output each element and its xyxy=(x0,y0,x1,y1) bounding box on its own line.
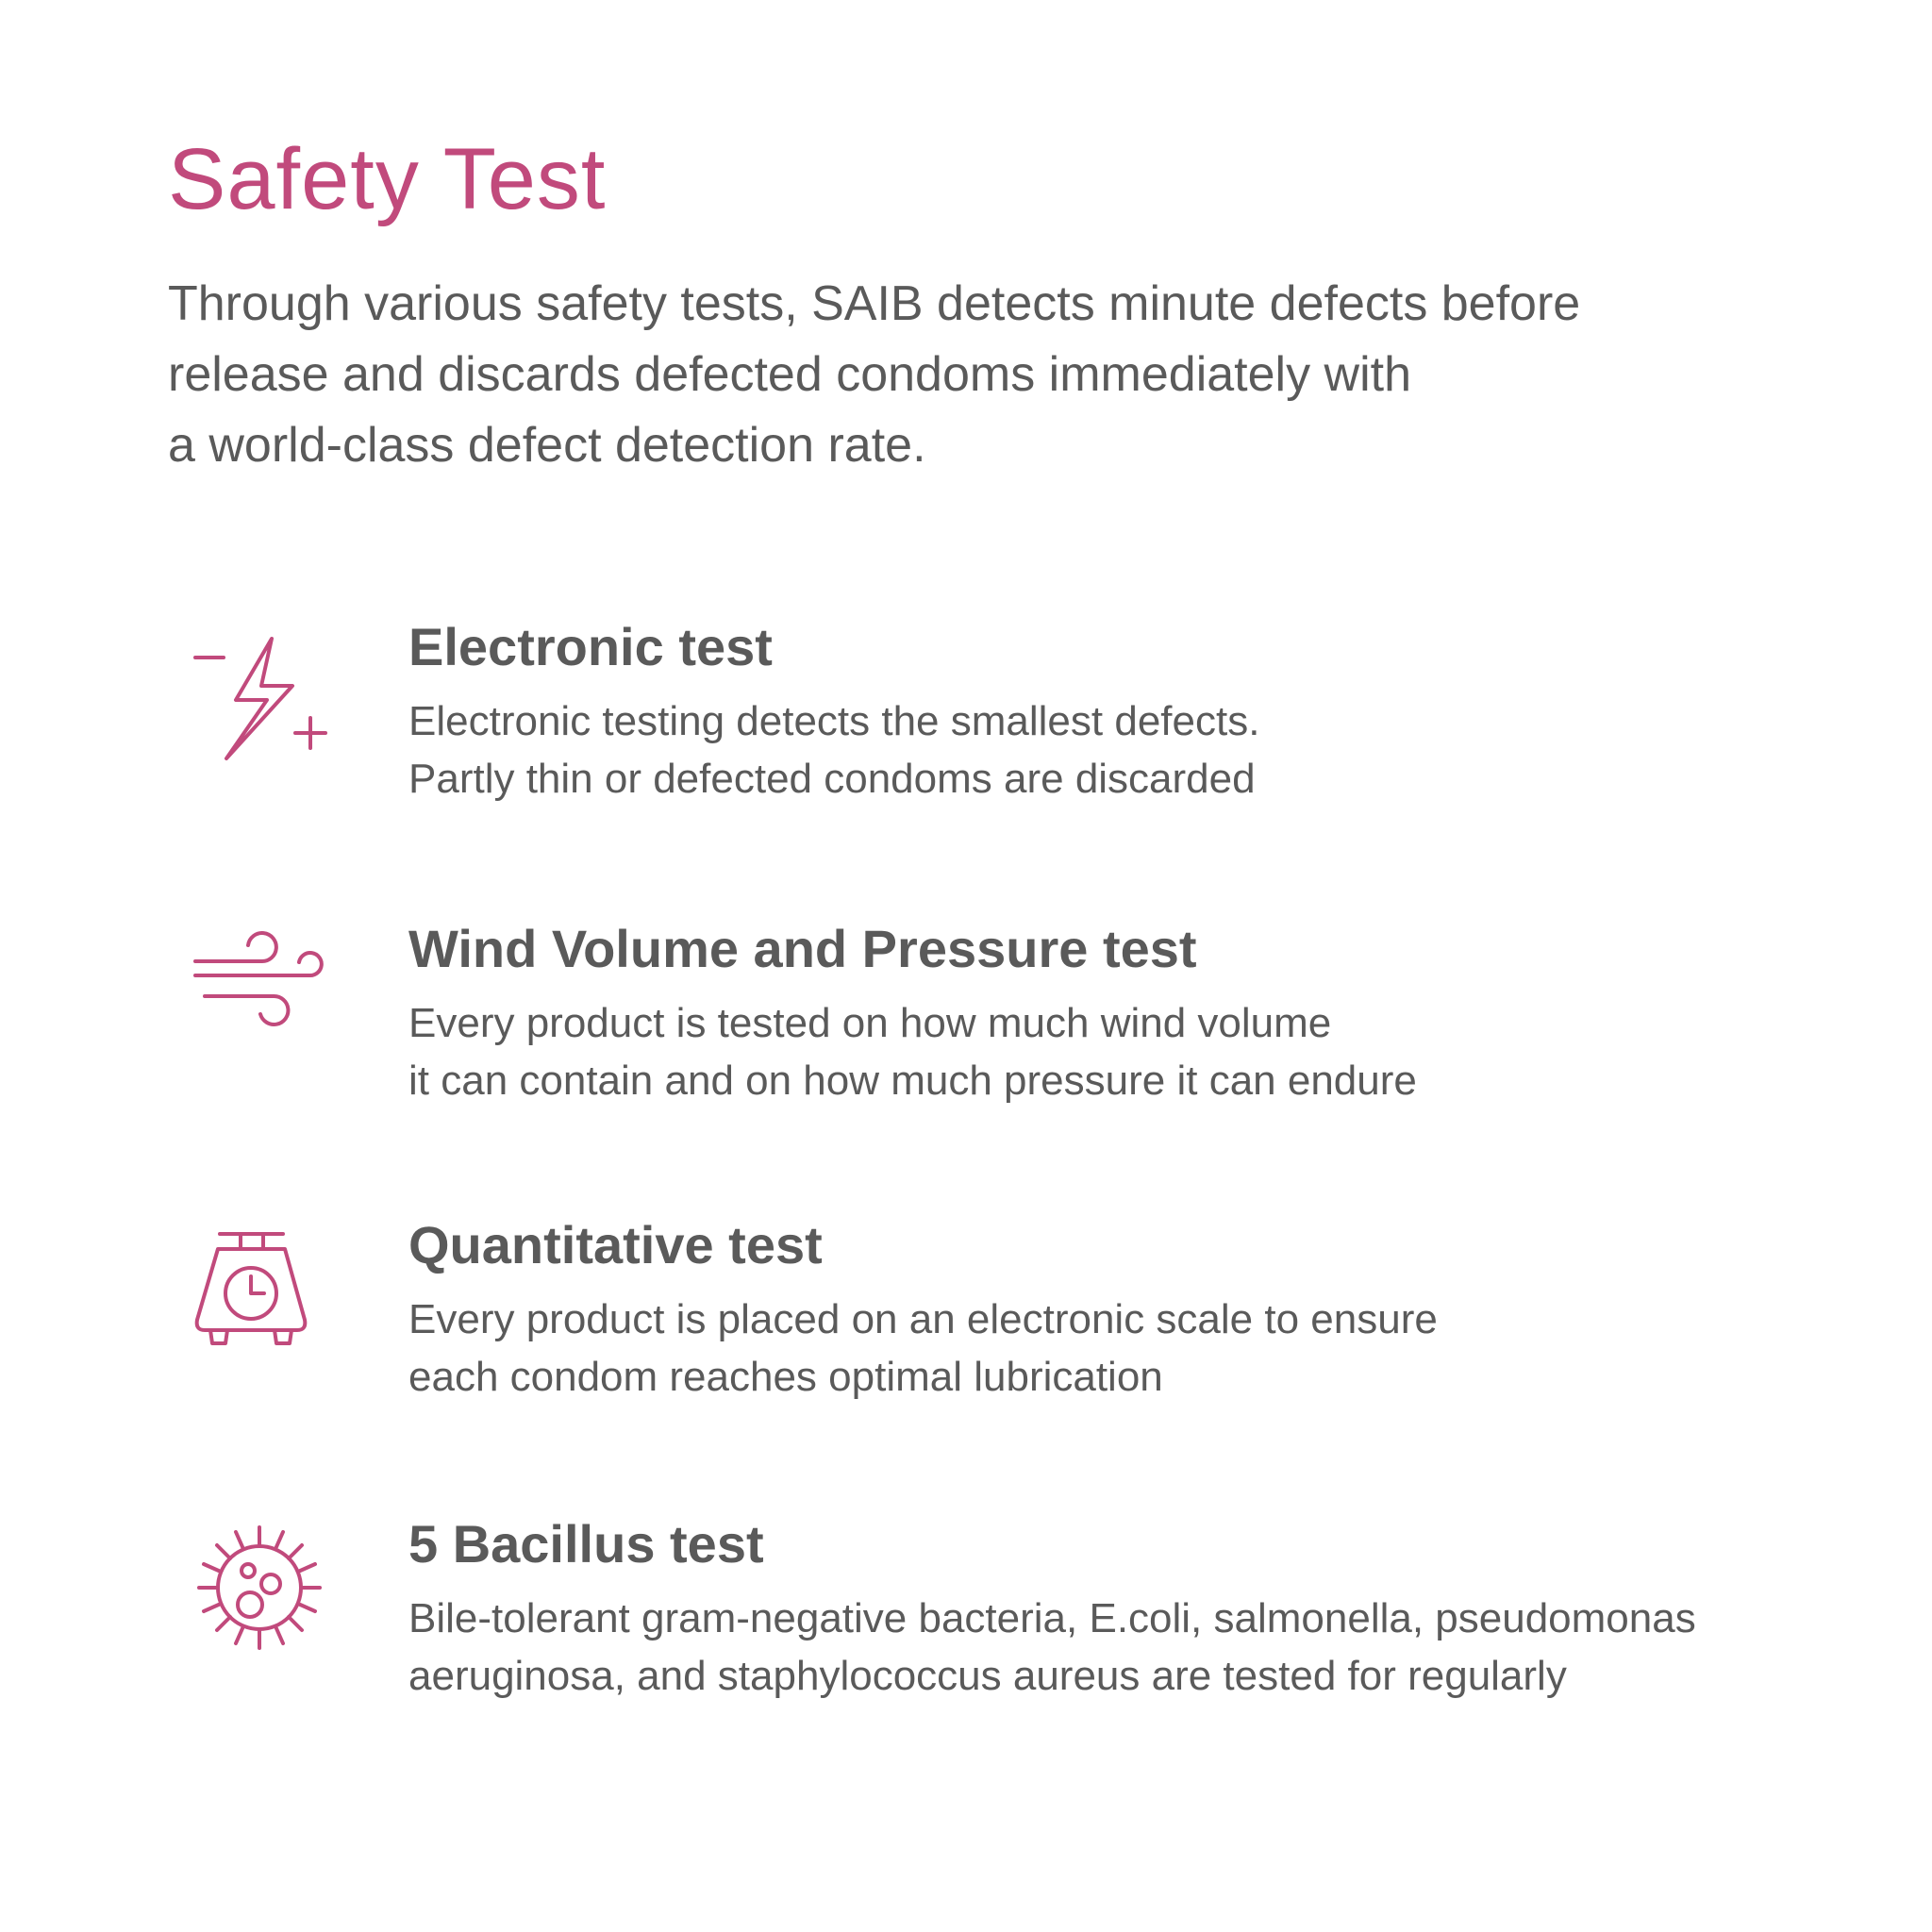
item-description-line: aeruginosa, and staphylococcus aureus are tested for regularly xyxy=(408,1653,1567,1699)
item-title: 5 Bacillus test xyxy=(408,1514,764,1574)
bacteria-icon xyxy=(184,1512,335,1663)
lightning-icon xyxy=(184,615,335,766)
test-item-quantitative xyxy=(0,1213,1932,1440)
item-title: Wind Volume and Pressure test xyxy=(408,919,1197,978)
item-description xyxy=(408,692,1259,808)
scale-icon xyxy=(184,1213,335,1364)
test-item-bacillus xyxy=(0,1512,1932,1739)
item-description-line: each condom reaches optimal lubrication xyxy=(408,1354,1163,1400)
item-description-line: Every product is placed on an electronic scale to ensure xyxy=(408,1296,1438,1342)
test-item-electronic xyxy=(0,615,1932,841)
wind-icon xyxy=(184,917,335,1068)
page-title: Safety Test xyxy=(168,131,607,227)
item-description-line: Electronic testing detects the smallest defects. xyxy=(408,698,1260,744)
intro-line: Through various safety tests, SAIB detects minute defects before xyxy=(168,276,1581,331)
intro-paragraph xyxy=(168,269,1772,481)
item-description-line: Partly thin or defected condoms are discarded xyxy=(408,756,1256,802)
item-description-line: it can contain and on how much pressure it can endure xyxy=(408,1058,1417,1104)
intro-line: release and discards defected condoms immediately with xyxy=(168,347,1412,402)
test-item-wind-pressure xyxy=(0,917,1932,1143)
item-description xyxy=(408,1291,1438,1406)
item-description xyxy=(408,994,1417,1109)
intro-line: a world-class defect detection rate. xyxy=(168,418,926,473)
item-description xyxy=(408,1590,1696,1705)
item-description-line: Every product is tested on how much wind volume xyxy=(408,1000,1332,1046)
item-title: Quantitative test xyxy=(408,1215,823,1274)
item-description-line: Bile-tolerant gram-negative bacteria, E.coli, salmonella, pseudomonas xyxy=(408,1595,1696,1641)
item-title: Electronic test xyxy=(408,617,773,676)
